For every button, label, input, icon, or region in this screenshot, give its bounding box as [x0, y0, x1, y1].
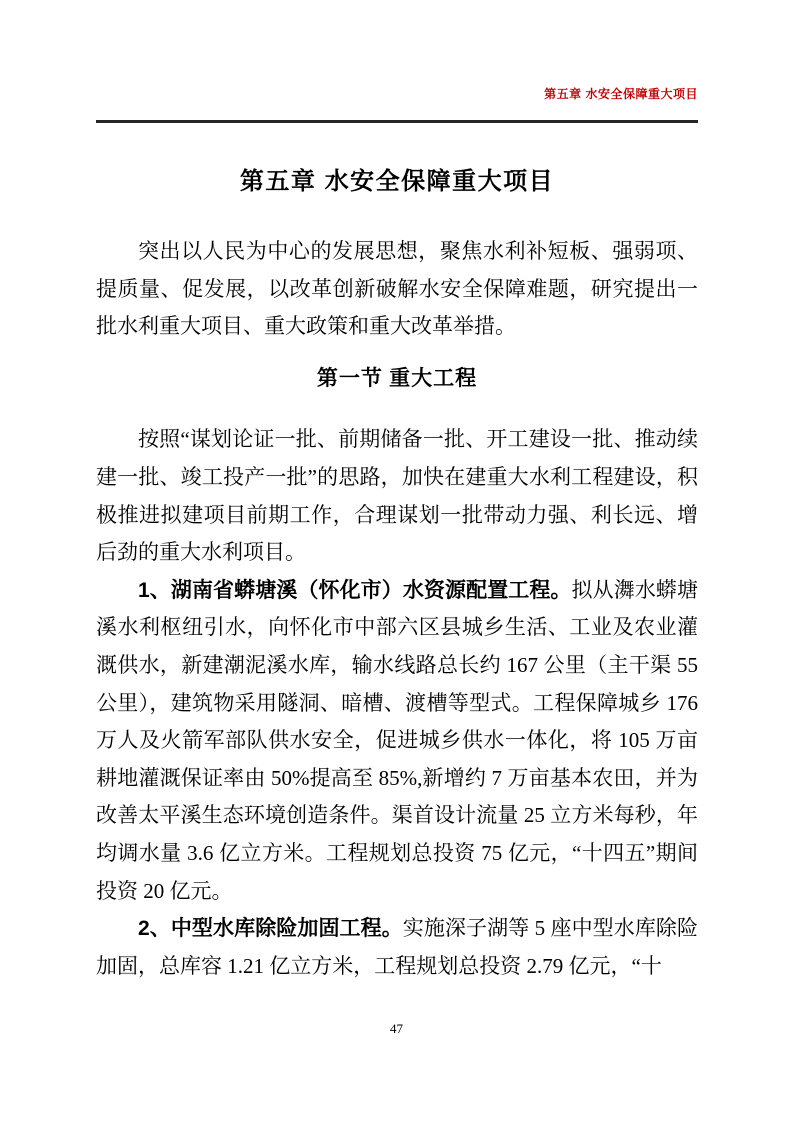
project-2-body: 实施深子湖等 5 座中型水库除险加固，总库容 1.21 亿立方米，工程规划总投资 2.79 亿元，“十 [96, 916, 698, 978]
running-header-text: 第五章 水安全保障重大项目 [544, 87, 698, 101]
project-1-title: 1、湖南省蟒塘溪（怀化市）水资源配置工程。 [138, 578, 572, 602]
section-intro-paragraph: 按照“谋划论证一批、前期储备一批、开工建设一批、推动续建一批、竣工投产一批”的思路，加快在建重大水利工程建设，积极推进拟建项目前期工作，合理谋划一批带动力强、利长远、增后劲的重大水利项目。 [96, 427, 698, 565]
project-paragraph-1 [96, 572, 698, 910]
chapter-title: 第五章 水安全保障重大项目 [239, 168, 555, 195]
page-number: 47 [390, 1021, 403, 1036]
project-2-title: 2、中型水库除险加固工程。 [138, 917, 403, 941]
project-1-body: 拟从㵲水蟒塘溪水利枢纽引水，向怀化市中部六区县城乡生活、工业及农业灌溉供水，新建潮泥溪水库，输水线路总长约 167 公里（主干渠 55 公里），建筑物采用隧洞、暗槽、渡槽等型式。工程保障城乡 176 万人及火箭军部队供水安全，促进城乡供水一体化，将 105 万亩耕地灌溉保证率由 50%提高至 85%,新增约 7 万亩基本农田，并为改善太平溪生态环境创造条件。渠首设计流量 25 立方米每秒，年均调水量 3.6 亿立方米。工程规划总投资 75 亿元，“十四五”期间投资 20 亿元。 [96, 577, 698, 903]
page-header [96, 85, 698, 123]
intro-paragraph: 突出以人民为中心的发展思想，聚焦水利补短板、强弱项、提质量、促发展，以改革创新破解水安全保障难题，研究提出一批水利重大项目、重大政策和重大改革举措。 [96, 239, 698, 339]
project-paragraph-2 [96, 910, 698, 985]
section-heading: 第一节 重大工程 [316, 365, 478, 390]
page-content [96, 121, 698, 985]
